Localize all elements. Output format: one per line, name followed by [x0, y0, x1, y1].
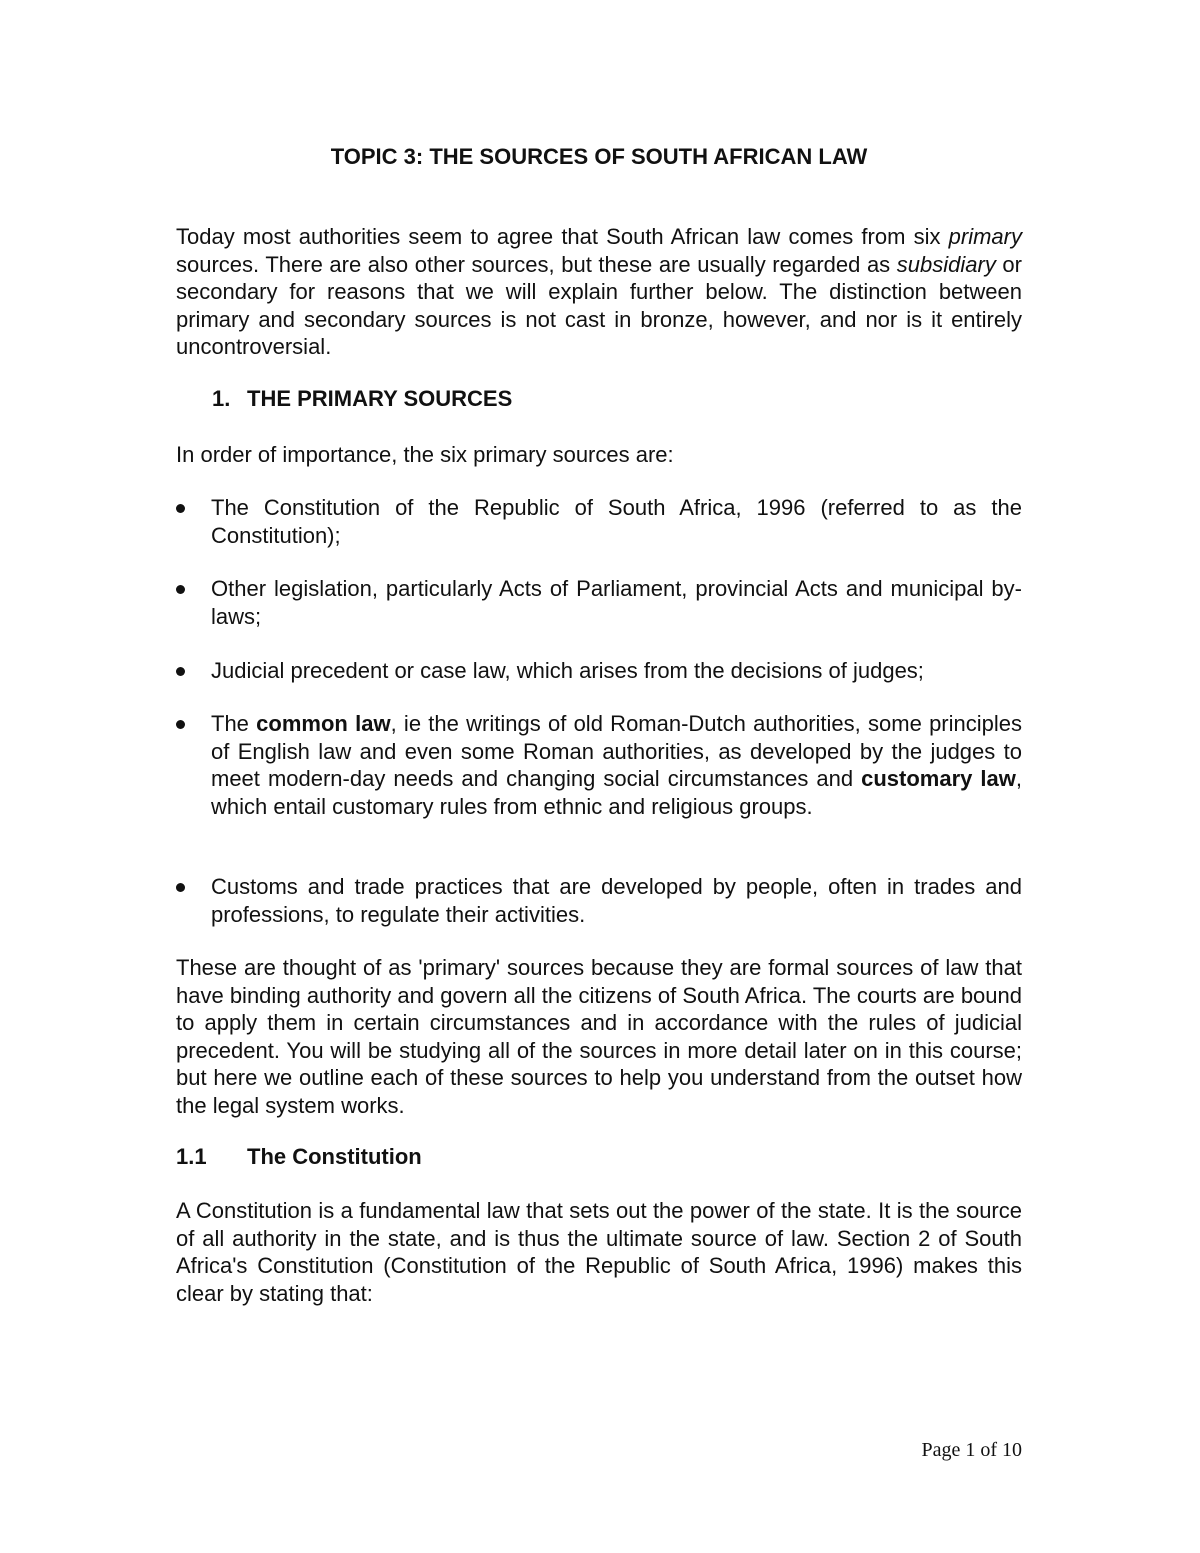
bullet-text: Customs and trade practices that are developed by people, often in trades and professions, to regulate their activities. — [211, 874, 1022, 927]
section-1-1-number: 1.1 — [176, 1144, 207, 1169]
section-1-number: 1. — [212, 386, 231, 411]
section-1-title: THE PRIMARY SOURCES — [247, 386, 513, 411]
bullet-icon — [176, 585, 185, 594]
bullet-text: The Constitution of the Republic of South Africa, 1996 (referred to as the Constitution); — [211, 495, 1022, 548]
primary-sources-paragraph: These are thought of as 'primary' sources because they are formal sources of law that have binding authority and govern all the citizens of South Africa. The courts are bound to apply them in certain circumstances and in accordance with the rules of judicial precedent. You will be studying all of the sources in more detail later on in this course; but here we outline each of these sources to help you understand from the outset how the legal system works. — [176, 955, 1022, 1118]
intro-emphasis-subsidiary: subsidiary — [896, 251, 996, 277]
term-common-law: common law — [256, 711, 391, 736]
lead-paragraph: In order of importance, the six primary sources are: — [176, 442, 674, 467]
term-customary-law: customary law — [861, 766, 1016, 791]
page-number: Page 1 of 10 — [921, 1439, 1022, 1461]
page-title: TOPIC 3: THE SOURCES OF SOUTH AFRICAN LAW — [330, 144, 868, 169]
section-1-1-title: The Constitution — [247, 1144, 422, 1169]
bullet-4-text-1: The — [211, 711, 257, 736]
intro-paragraph — [176, 223, 1022, 361]
bullet-text — [211, 710, 1022, 820]
intro-text-1: Today most authorities seem to agree that South African law comes from six — [176, 224, 949, 249]
intro-emphasis-primary: primary — [948, 224, 1022, 249]
section-1-heading — [212, 385, 512, 413]
section-1-1-heading — [176, 1143, 422, 1171]
bullet-icon — [176, 720, 185, 729]
constitution-paragraph: A Constitution is a fundamental law that sets out the power of the state. It is the source of all authority in the state, and is thus the ultimate source of law. Section 2 of South Africa's Constitution (Constitution of the Republic of South Africa, 1996) makes this clear by stating that: — [176, 1198, 1022, 1306]
intro-text-2: sources. There are also other sources, but these are usually regarded as — [176, 251, 897, 277]
bullet-text: Other legislation, particularly Acts of Parliament, provincial Acts and municipal by-laws; — [211, 576, 1022, 629]
bullet-4-text-3: , which entail customary rules from ethnic and religious groups. — [211, 766, 1022, 819]
bullet-text: Judicial precedent or case law, which arises from the decisions of judges; — [211, 658, 924, 683]
bullet-4-text-2: , ie the writings of old Roman-Dutch authorities, some principles of English law and even some Roman authorities, as developed by the judges to meet modern-day needs and changing social circumstances and — [211, 711, 1022, 791]
intro-text-3: or secondary for reasons that we will explain further below. The distinction between primary and secondary sources is not cast in bronze, however, and nor is it entirely uncontroversial. — [176, 251, 1022, 359]
bullet-icon — [176, 667, 185, 676]
bullet-icon — [176, 883, 185, 892]
bullet-icon — [176, 504, 185, 513]
